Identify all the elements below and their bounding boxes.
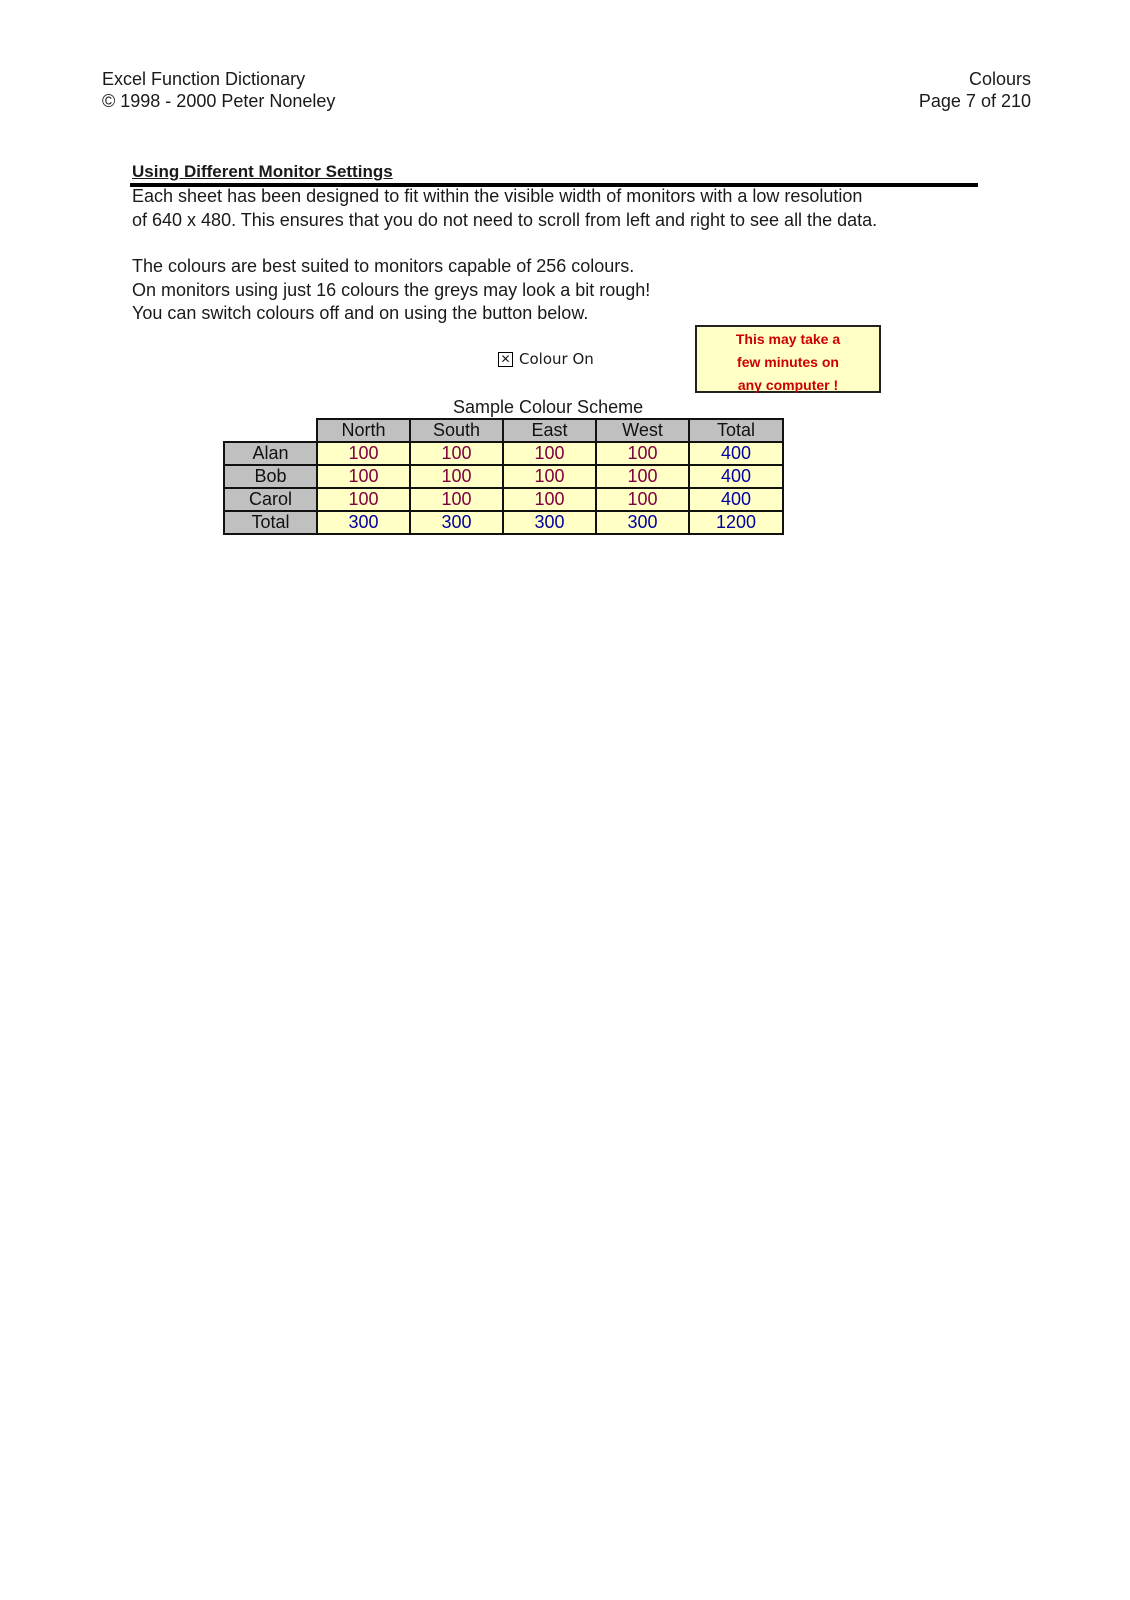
paragraph-line: You can switch colours off and on using the button below. — [132, 303, 589, 323]
table-cell: 100 — [410, 442, 503, 465]
row-header: Carol — [224, 488, 317, 511]
table-header-row — [224, 419, 783, 442]
row-header: Total — [224, 511, 317, 534]
row-header: Alan — [224, 442, 317, 465]
table-corner — [224, 419, 317, 442]
page-header-left — [102, 68, 335, 112]
table-cell: 100 — [503, 442, 596, 465]
column-header: Total — [689, 419, 783, 442]
colour-toggle[interactable] — [498, 350, 594, 368]
page-header-right — [919, 68, 1031, 112]
page-number: Page 7 of 210 — [918, 91, 1031, 111]
note-line: This may take a — [735, 331, 841, 347]
table-cell: 100 — [317, 488, 410, 511]
column-header: East — [503, 419, 596, 442]
copyright: © 1998 - 2000 Peter Noneley — [102, 91, 336, 111]
table-total-row — [224, 511, 783, 534]
table-cell: 100 — [503, 488, 596, 511]
table-title: Sample Colour Scheme — [453, 397, 644, 417]
note-line: any computer ! — [737, 377, 839, 393]
sample-colour-table — [223, 418, 784, 535]
table-cell-total: 400 — [689, 442, 783, 465]
sheet-name: Colours — [968, 69, 1031, 89]
column-header: West — [596, 419, 689, 442]
paragraph-line: of 640 x 480. This ensures that you do not need to scroll from left and right to see all the data. — [132, 209, 878, 230]
table-row — [224, 442, 783, 465]
table-cell-total: 400 — [689, 465, 783, 488]
section-title: Using Different Monitor Settings — [132, 162, 393, 181]
document-title: Excel Function Dictionary — [102, 69, 306, 89]
paragraph-colours — [132, 255, 650, 326]
table-cell: 100 — [503, 465, 596, 488]
table-cell: 100 — [410, 488, 503, 511]
warning-note — [695, 325, 881, 393]
table-cell-total: 300 — [317, 511, 410, 534]
table-cell: 100 — [317, 465, 410, 488]
table-cell: 100 — [596, 442, 689, 465]
table-cell-total: 300 — [410, 511, 503, 534]
column-header: South — [410, 419, 503, 442]
paragraph-line: Each sheet has been designed to fit within the visible width of monitors with a low resolution — [132, 186, 863, 206]
table-cell: 100 — [317, 442, 410, 465]
paragraph-line: On monitors using just 16 colours the greys may look a bit rough! — [132, 279, 651, 300]
row-header: Bob — [224, 465, 317, 488]
table-cell-total: 300 — [503, 511, 596, 534]
table-cell-total: 1200 — [689, 511, 783, 534]
colour-toggle-label: Colour On — [519, 350, 594, 368]
table-row — [224, 488, 783, 511]
table-cell: 100 — [596, 465, 689, 488]
column-header: North — [317, 419, 410, 442]
table-row — [224, 465, 783, 488]
table-cell-total: 400 — [689, 488, 783, 511]
checkbox-checked-icon[interactable]: ✕ — [498, 352, 513, 367]
table-cell: 100 — [410, 465, 503, 488]
note-line: few minutes on — [737, 354, 839, 370]
paragraph-resolution — [132, 185, 877, 232]
table-cell-total: 300 — [596, 511, 689, 534]
paragraph-line: The colours are best suited to monitors capable of 256 colours. — [132, 256, 635, 276]
table-cell: 100 — [596, 488, 689, 511]
